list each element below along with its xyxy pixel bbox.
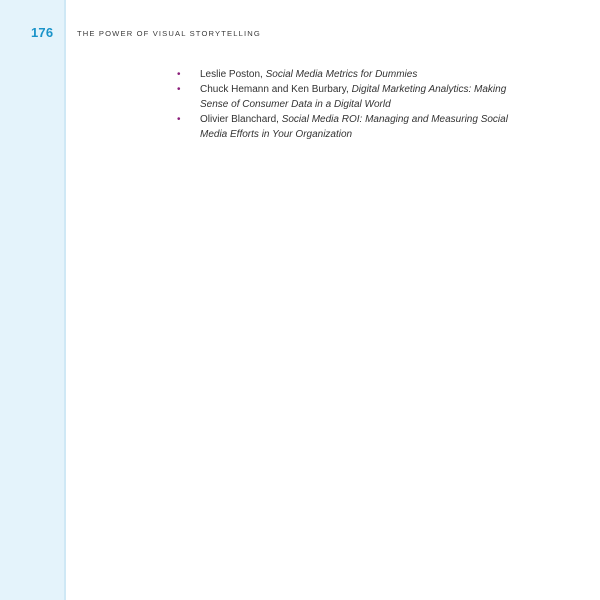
bullet-icon: • (177, 114, 181, 125)
bullet-icon: • (177, 69, 181, 80)
list-item (175, 67, 515, 82)
page-number: 176 (31, 25, 54, 40)
page-margin-band (0, 0, 66, 600)
reference-author: Olivier Blanchard, (200, 114, 282, 125)
running-head: THE POWER OF VISUAL STORYTELLING (77, 29, 261, 38)
reference-author: Chuck Hemann and Ken Burbary, (200, 84, 352, 95)
reference-title: Social Media ROI: Managing and Measuring Social Media Efforts in Your Organization (200, 114, 508, 140)
reference-author: Leslie Poston, (200, 69, 266, 80)
list-item (175, 112, 515, 142)
bullet-icon: • (177, 84, 181, 95)
reference-list (175, 67, 515, 142)
list-item (175, 82, 515, 112)
reference-title: Social Media Metrics for Dummies (265, 69, 418, 80)
reference-title: Digital Marketing Analytics: Making Sense of Consumer Data in a Digital World (200, 84, 507, 110)
